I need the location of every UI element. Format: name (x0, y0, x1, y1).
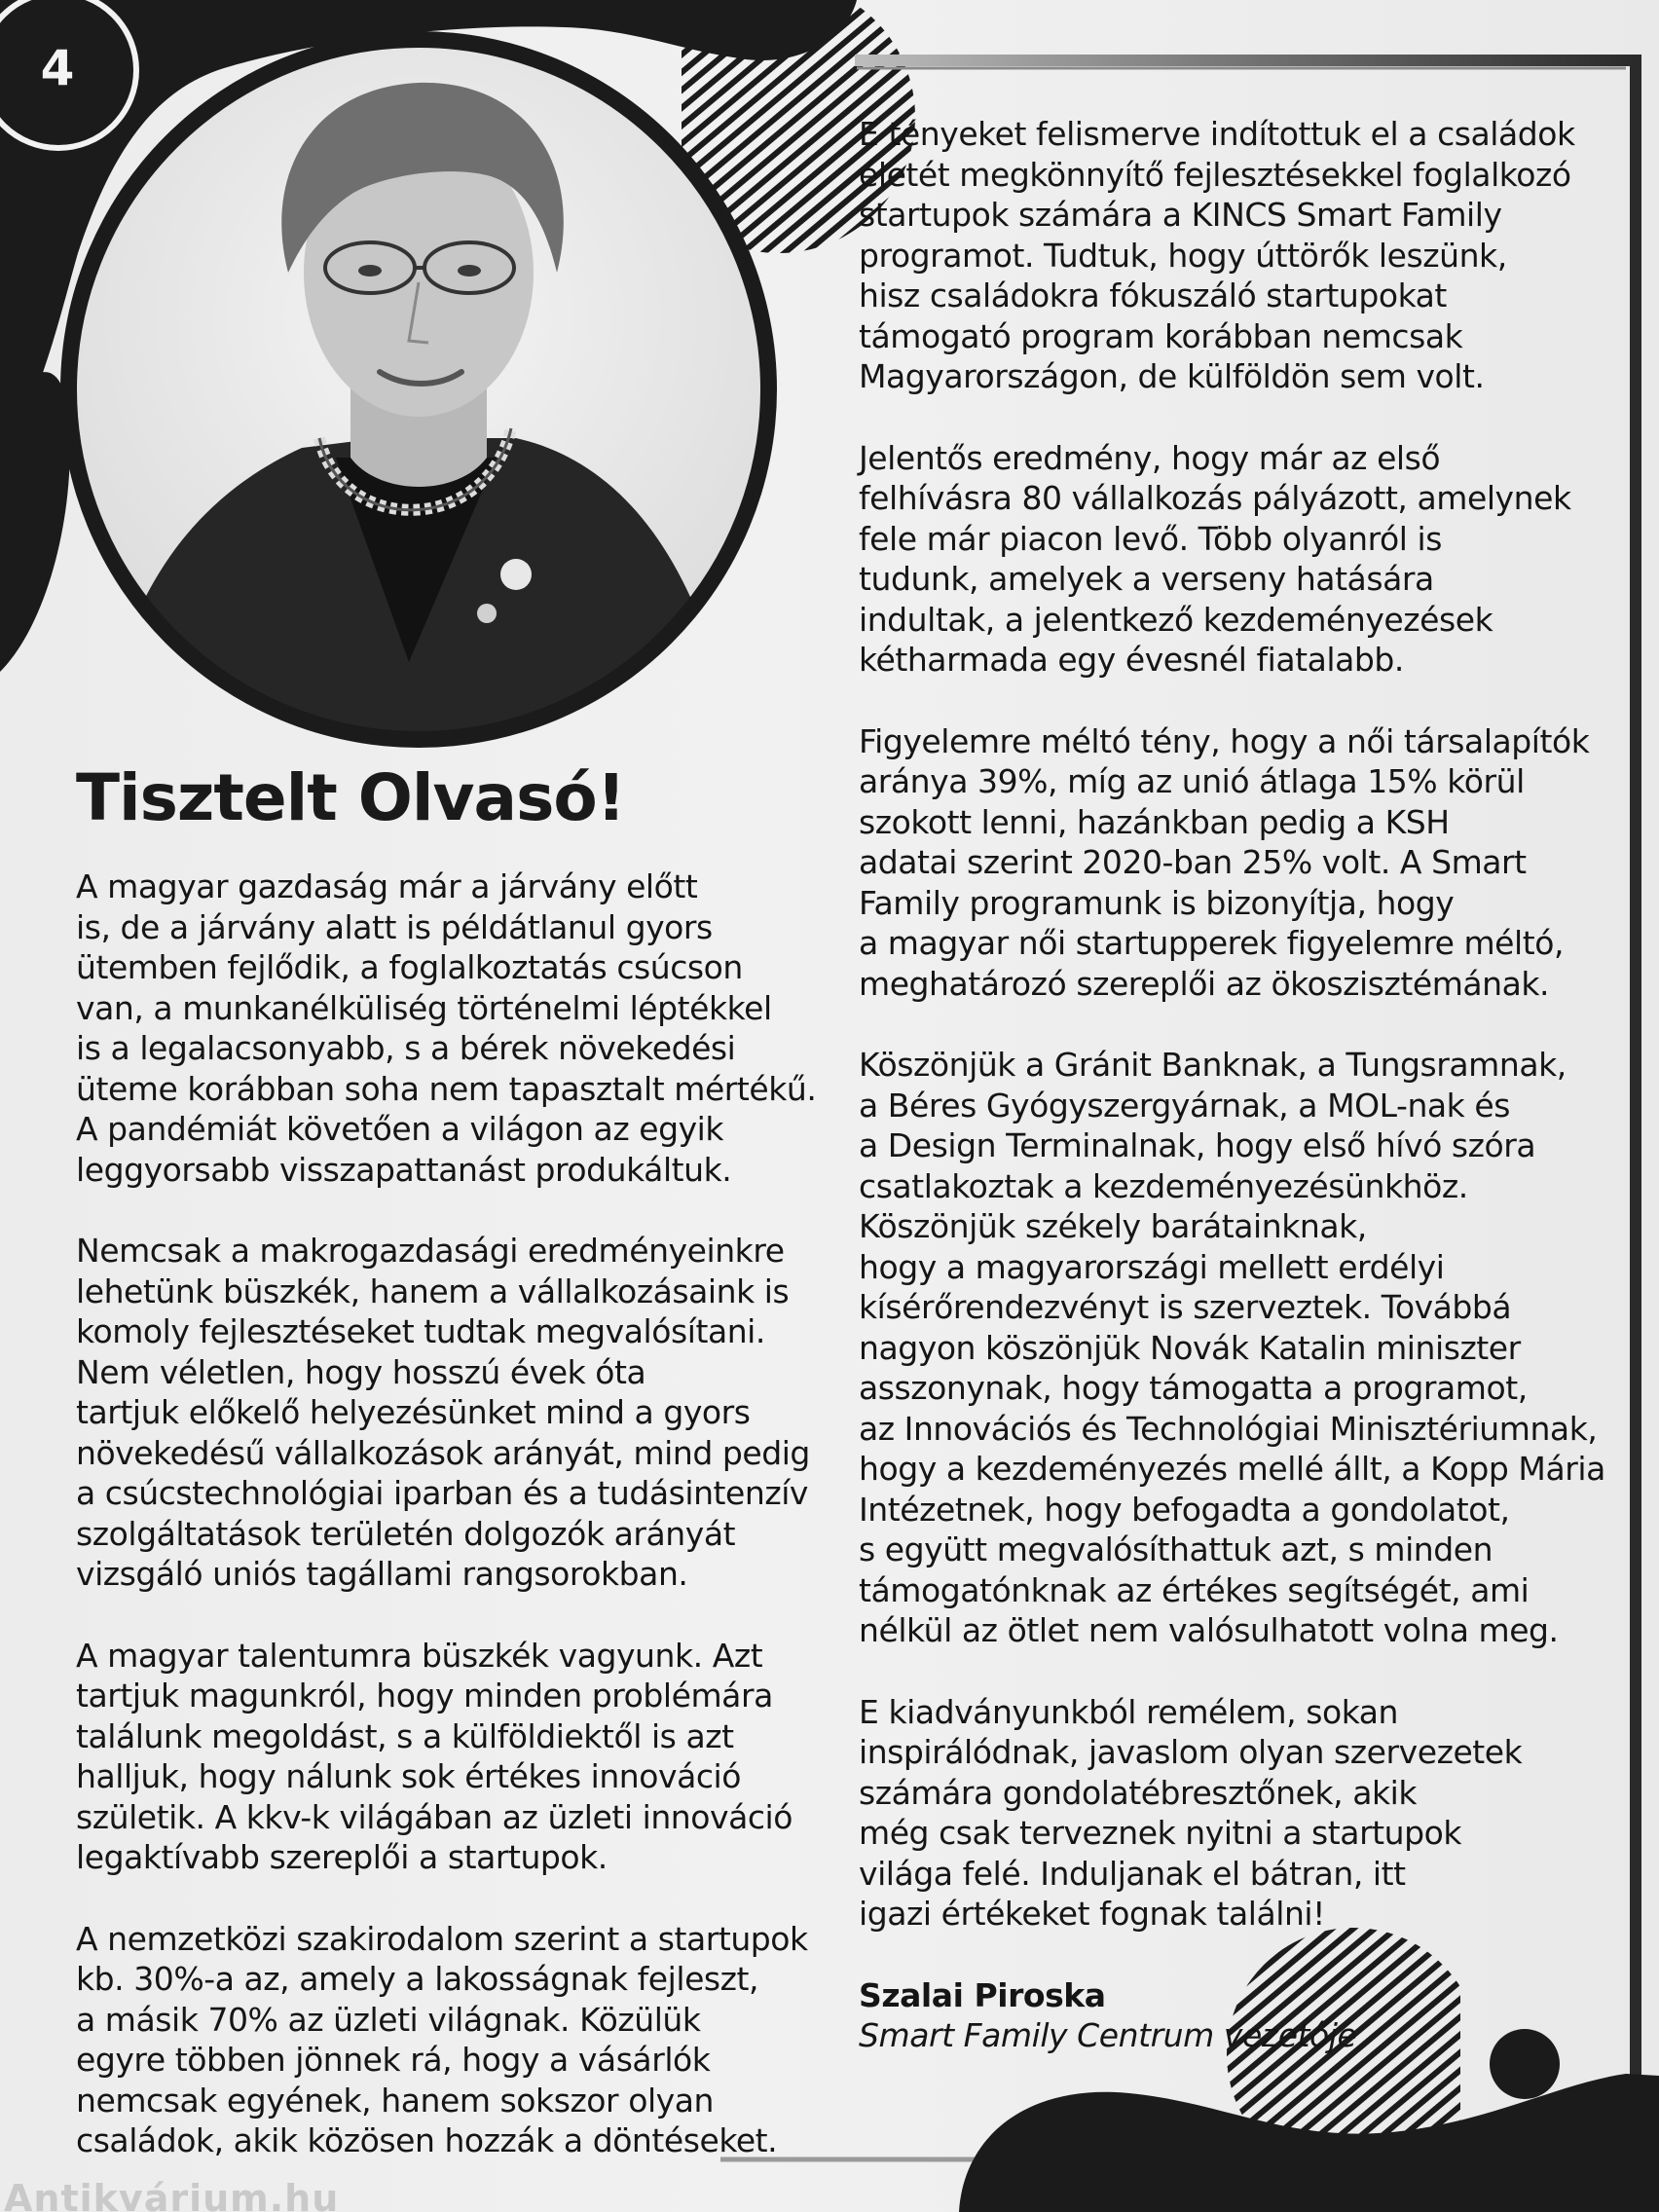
text-line: leggyorsabb visszapattanást produkáltuk. (76, 1150, 732, 1189)
page-number: 4 (40, 40, 75, 96)
text-line: tudunk, amelyek a verseny hatására (859, 560, 1434, 598)
paragraph (859, 721, 1618, 1005)
text-line: adatai szerint 2020-ban 25% volt. A Smart (859, 843, 1527, 881)
text-line: felhívásra 80 vállalkozás pályázott, amelynek (859, 479, 1571, 517)
text-line: a Béres Gyógyszergyárnak, a MOL-nak és (859, 1086, 1510, 1124)
paragraph (859, 1045, 1618, 1651)
text-line: Nem véletlen, hogy hosszú évek óta (76, 1352, 646, 1391)
signature (859, 1975, 1618, 2056)
text-line: még csak terveznek nyitni a startupok (859, 1814, 1462, 1852)
text-line: a csúcstechnológiai iparban és a tudásintenzív (76, 1474, 809, 1512)
paragraph (859, 1692, 1618, 1935)
text-line: vizsgáló uniós tagállami rangsorokban. (76, 1555, 688, 1593)
text-line: Family programunk is bizonyítja, hogy (859, 883, 1455, 922)
text-line: startupok számára a KINCS Smart Family (859, 196, 1502, 234)
paragraph (859, 114, 1618, 397)
text-line: lehetünk büszkék, hanem a vállalkozásaink is (76, 1272, 790, 1310)
text-line: nemcsak egyének, hanem sokszor olyan (76, 2081, 714, 2120)
text-line: az Innovációs és Technológiai Minisztériumnak, (859, 1409, 1598, 1448)
text-line: aránya 39%, míg az unió átlaga 15% körül (859, 762, 1525, 800)
author-portrait (58, 29, 779, 750)
left-column (76, 866, 845, 2202)
text-line: világa felé. Induljanak el bátran, itt (859, 1854, 1406, 1893)
text-line: hogy a kezdeményezés mellé állt, a Kopp Mária (859, 1450, 1605, 1488)
text-line: támogató program korábban nemcsak (859, 316, 1463, 355)
text-line: szokott lenni, hazánkban pedig a KSH (859, 802, 1450, 841)
text-line: ütemben fejlődik, a foglalkoztatás csúcson (76, 948, 743, 986)
text-line: a magyar női startupperek figyelemre méltó, (859, 924, 1565, 962)
text-line: is, de a járvány alatt is példátlanul gyors (76, 907, 713, 946)
paragraph (76, 1231, 845, 1595)
text-line: életét megkönnyítő fejlesztésekkel foglalkozó (859, 155, 1571, 194)
paragraph (76, 866, 845, 1190)
paragraph (76, 1919, 845, 2161)
text-line: tartjuk előkelő helyezésünket mind a gyors (76, 1393, 751, 1431)
text-line: legaktívabb szereplői a startupok. (76, 1838, 608, 1876)
text-line: asszonynak, hogy támogatta a programot, (859, 1369, 1528, 1407)
text-line: számára gondolatébresztőnek, akik (859, 1773, 1418, 1812)
paragraph (859, 438, 1618, 681)
text-line: kétharmada egy évesnél fiatalabb. (859, 641, 1404, 679)
text-line: Magyarországon, de külföldön sem volt. (859, 357, 1485, 395)
text-line: szolgáltatások területén dolgozók arányát (76, 1514, 736, 1553)
right-column (859, 114, 1618, 2097)
watermark: Antikvárium.hu (4, 2177, 340, 2212)
text-line: Figyelemre méltó tény, hogy a női társalapítók (859, 721, 1590, 760)
paragraph (76, 1636, 845, 1878)
text-line: igazi értékeket fognak találni! (859, 1895, 1325, 1933)
text-line: indultak, a jelentkező kezdeményezések (859, 600, 1493, 639)
text-line: üteme korábban soha nem tapasztalt mértékű. (76, 1069, 817, 1108)
text-line: hisz családokra fókuszáló startupokat (859, 276, 1447, 314)
text-line: a másik 70% az üzleti világnak. Közülük (76, 2000, 701, 2039)
text-line: nagyon köszönjük Novák Katalin miniszter (859, 1328, 1521, 1367)
text-line: Köszönjük székely barátainknak, (859, 1207, 1367, 1245)
text-line: A pandémiát követően a világon az egyik (76, 1110, 724, 1148)
text-line: s együtt megvalósíthattuk azt, s minden (859, 1530, 1493, 1568)
text-line: van, a munkanélküliség történelmi léptékkel (76, 988, 772, 1027)
text-line: Köszönjük a Gránit Banknak, a Tungsramnak, (859, 1046, 1567, 1084)
text-line: A magyar talentumra büszkék vagyunk. Azt (76, 1636, 763, 1675)
text-line: inspirálódnak, javaslom olyan szervezetek (859, 1733, 1523, 1771)
text-line: meghatározó szereplői az ökoszisztémának. (859, 964, 1550, 1003)
text-line: E kiadványunkból remélem, sokan (859, 1692, 1399, 1731)
text-line: A nemzetközi szakirodalom szerint a startupok (76, 1919, 808, 1958)
text-line: támogatónknak az értékes segítségét, ami (859, 1570, 1530, 1609)
page-title: Tisztelt Olvasó! (76, 760, 625, 835)
text-line: A magyar gazdaság már a járvány előtt (76, 867, 698, 905)
text-line: családok, akik közösen hozzák a döntéseket. (76, 2121, 778, 2159)
text-line: Jelentős eredmény, hogy már az első (859, 438, 1441, 477)
text-line: növekedésű vállalkozások arányát, mind pedig (76, 1433, 810, 1472)
text-line: születik. A kkv-k világában az üzleti innováció (76, 1797, 793, 1836)
text-line: a Design Terminalnak, hogy első hívó szóra (859, 1126, 1536, 1164)
text-line: programot. Tudtuk, hogy úttörők leszünk, (859, 236, 1507, 275)
signature-title: Smart Family Centrum vezetője (859, 2016, 1357, 2054)
text-line: hogy a magyarországi mellett erdélyi (859, 1247, 1445, 1286)
text-line: kb. 30%-a az, amely a lakosságnak fejleszt, (76, 1960, 759, 1998)
text-line: fele már piacon levő. Több olyanról is (859, 519, 1442, 558)
text-line: halljuk, hogy nálunk sok értékes innováció (76, 1757, 742, 1795)
text-line: találunk megoldást, s a külföldiektől is azt (76, 1716, 734, 1755)
text-line: is a legalacsonyabb, s a bérek növekedési (76, 1029, 736, 1067)
text-line: tartjuk magunkról, hogy minden problémára (76, 1677, 773, 1714)
text-line: nélkül az ötlet nem valósulhatott volna meg. (859, 1611, 1559, 1649)
text-line: E tényeket felismerve indítottuk el a családok (859, 115, 1575, 153)
text-line: Nemcsak a makrogazdasági eredményeinkre (76, 1232, 785, 1270)
text-line: csatlakoztak a kezdeményezésünkhöz. (859, 1166, 1468, 1205)
text-line: komoly fejlesztéseket tudtak megvalósítani. (76, 1312, 765, 1350)
text-line: kísérőrendezvényt is szerveztek. Továbbá (859, 1288, 1512, 1326)
signature-name: Szalai Piroska (859, 1975, 1106, 2014)
text-line: egyre többen jönnek rá, hogy a vásárlók (76, 2041, 711, 2079)
text-line: Intézetnek, hogy befogadta a gondolatot, (859, 1490, 1510, 1529)
